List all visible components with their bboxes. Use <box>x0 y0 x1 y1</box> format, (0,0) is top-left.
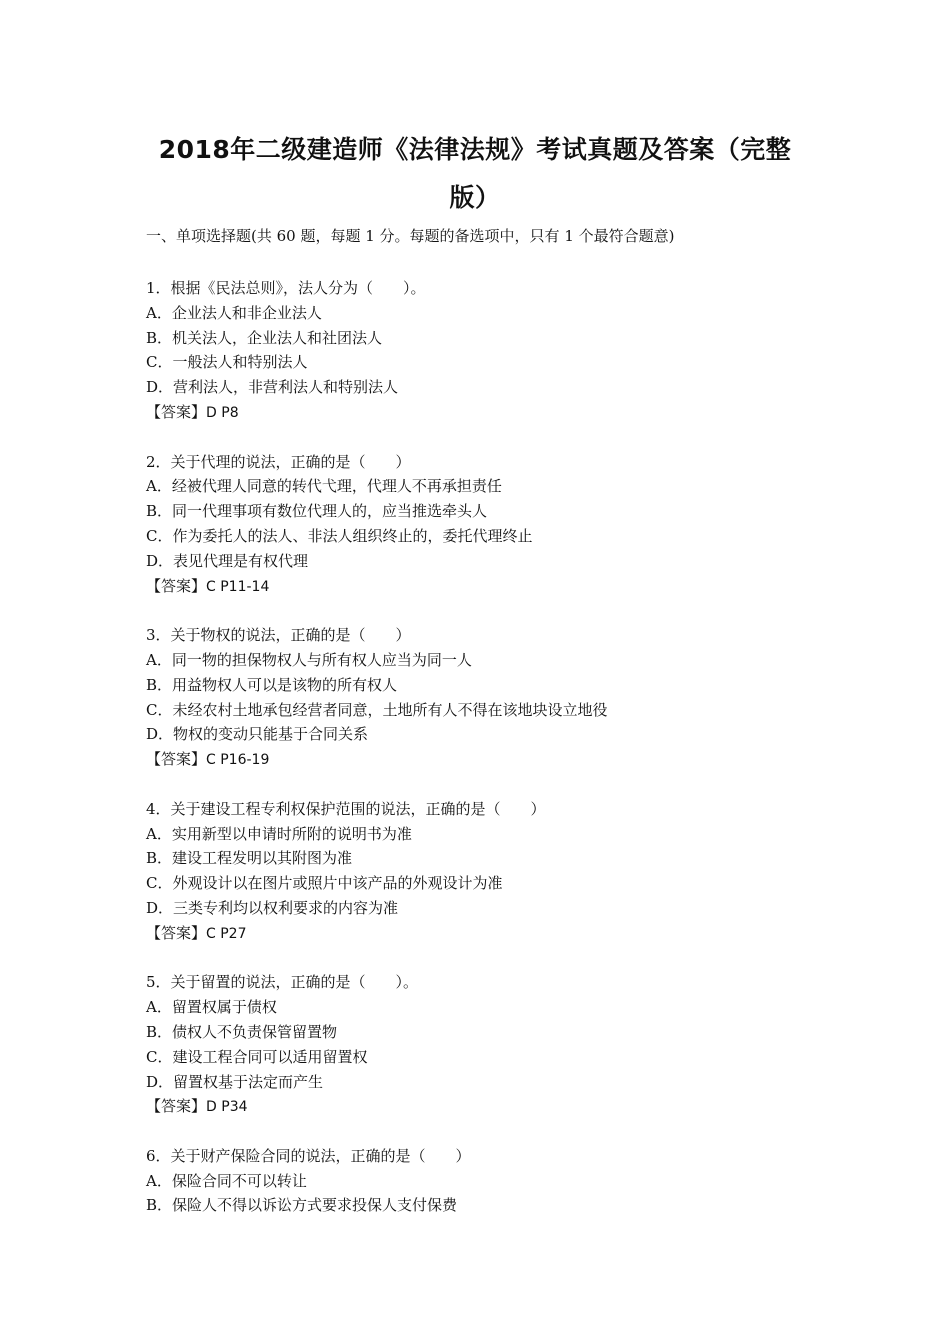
question-6 <box>146 1144 806 1218</box>
question-1 <box>146 276 806 425</box>
option-d: D．营利法人，非营利法人和特别法人 <box>146 378 399 397</box>
question-4 <box>146 797 806 946</box>
answer-label: 【答案】 <box>146 1097 207 1116</box>
answer-line <box>146 1094 806 1119</box>
option-d: D．表见代理是有权代理 <box>146 551 309 570</box>
answer-value: C P27 <box>206 925 247 942</box>
document-title <box>140 126 810 222</box>
option-a: A．保险合同不可以转让 <box>146 1171 307 1190</box>
option-d: D．三类专利均以权利要求的内容为准 <box>146 898 399 917</box>
answer-line <box>146 921 806 946</box>
option-b: B．用益物权人可以是该物的所有权人 <box>146 675 398 694</box>
question-2 <box>146 450 806 599</box>
option-a: A．留置权属于债权 <box>146 998 277 1017</box>
option-b: B．同一代理事项有数位代理人的，应当推选牵头人 <box>146 502 488 521</box>
answer-line <box>146 574 806 599</box>
option-b: B．机关法人，企业法人和社团法人 <box>146 328 383 347</box>
answer-value: D P34 <box>206 1099 248 1116</box>
option-d: D．留置权基于法定而产生 <box>146 1072 324 1091</box>
title-line-2: 版） <box>449 183 501 212</box>
option-b: B．保险人不得以诉讼方式要求投保人支付保费 <box>146 1196 458 1215</box>
answer-value: D P8 <box>206 404 239 421</box>
answer-line <box>146 400 806 425</box>
answer-label: 【答案】 <box>146 750 207 769</box>
option-c: C．作为委托人的法人、非法人组织终止的，委托代理终止 <box>146 526 533 545</box>
answer-label: 【答案】 <box>146 923 207 942</box>
question-stem: 1．根据《民法总则》，法人分为（ ）。 <box>146 279 426 297</box>
option-b: B．债权人不负责保管留置物 <box>146 1022 338 1041</box>
answer-line <box>146 747 806 772</box>
question-3 <box>146 623 806 772</box>
answer-label: 【答案】 <box>146 576 207 595</box>
option-c: C．外观设计以在图片或照片中该产品的外观设计为准 <box>146 874 503 893</box>
option-a: A．同一物的担保物权人与所有权人应当为同一人 <box>146 650 472 669</box>
question-5 <box>146 970 806 1119</box>
question-stem: 6．关于财产保险合同的说法，正确的是（ ） <box>146 1146 471 1165</box>
answer-value: C P16-19 <box>206 752 270 769</box>
option-a: A．企业法人和非企业法人 <box>146 303 322 322</box>
title-line-1: 2018年二级建造师《法律法规》考试真题及答案（完整 <box>158 135 792 164</box>
question-list <box>146 276 806 1243</box>
option-a: A．实用新型以申请时所附的说明书为准 <box>146 824 412 843</box>
question-stem: 3．关于物权的说法，正确的是（ ） <box>146 626 411 645</box>
answer-label: 【答案】 <box>146 402 207 421</box>
option-c: C．未经农村土地承包经营者同意，土地所有人不得在该地块设立地役 <box>146 700 608 719</box>
option-c: C．建设工程合同可以适用留置权 <box>146 1047 368 1066</box>
section-heading: 一、单项选择题(共 60 题，每题 1 分。每题的备选项中，只有 1 个最符合题意) <box>146 227 675 245</box>
option-d: D．物权的变动只能基于合同关系 <box>146 725 369 744</box>
question-stem: 5．关于留置的说法，正确的是（ ）。 <box>146 973 419 992</box>
question-stem: 2．关于代理的说法，正确的是（ ） <box>146 452 411 471</box>
answer-value: C P11-14 <box>206 578 270 595</box>
option-a: A．经被代理人同意的转代弋理，代理人不再承担责任 <box>146 477 502 496</box>
option-c: C．一般法人和特别法人 <box>146 353 308 372</box>
option-b: B．建设工程发明以其附图为准 <box>146 849 353 868</box>
question-stem: 4．关于建设工程专利权保护范围的说法，正确的是（ ） <box>146 799 546 818</box>
